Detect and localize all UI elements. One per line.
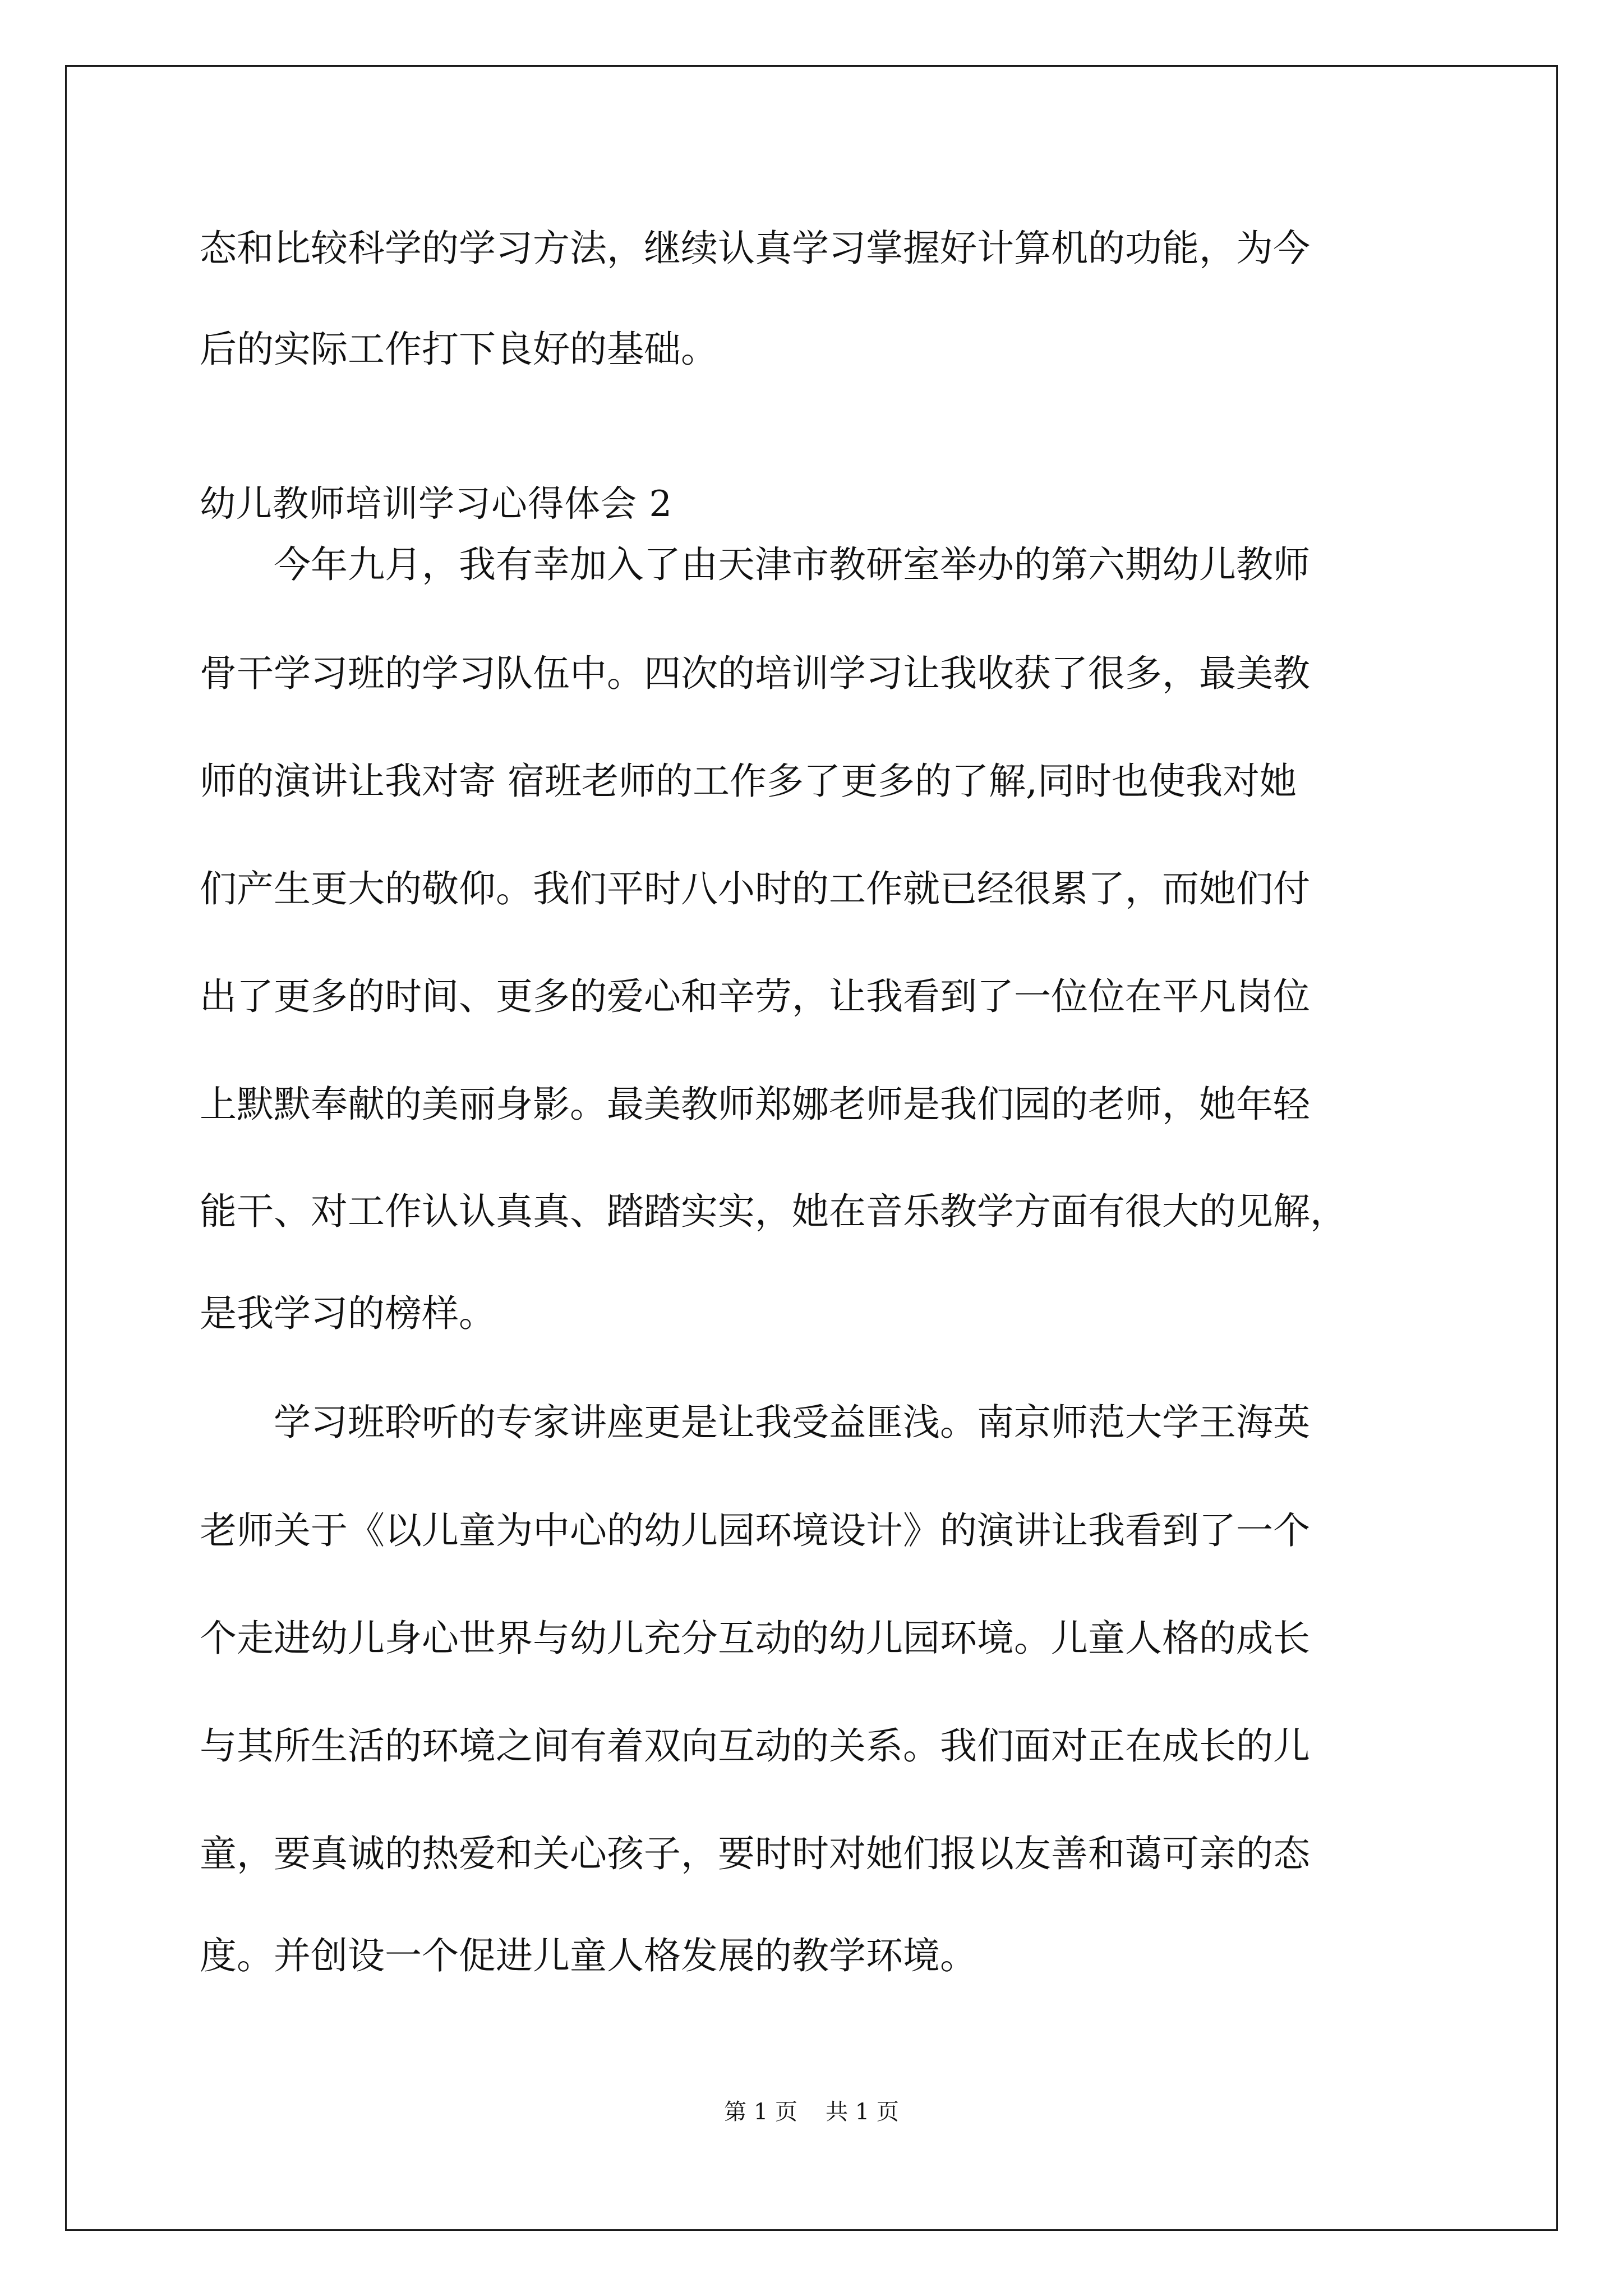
text-line: 师的演讲让我对寄 宿班老师的工作多了更多的了解,同时也使我对她 (200, 760, 1297, 803)
text-line: 上默默奉献的美丽身影。最美教师郑娜老师是我们园的老师，她年轻 (200, 1083, 1310, 1126)
page-number-current: 第 1 页 (724, 2099, 797, 2125)
text-line: 后的实际工作打下良好的基础。 (200, 328, 718, 371)
section-heading: 幼儿教师培训学习心得体会 2 (200, 484, 673, 525)
text-line: 老师关于《以儿童为中心的幼儿园环境设计》的演讲让我看到了一个 (200, 1509, 1310, 1552)
text-line: 骨干学习班的学习队伍中。四次的培训学习让我收获了很多，最美教 (200, 652, 1310, 695)
text-line: 态和比较科学的学习方法，继续认真学习掌握好计算机的功能，为今 (200, 227, 1310, 270)
page-footer (0, 2096, 1623, 2128)
text-line: 们产生更大的敬仰。我们平时八小时的工作就已经很累了，而她们付 (200, 867, 1310, 910)
text-line: 是我学习的榜样。 (200, 1292, 496, 1335)
text-line: 个走进幼儿身心世界与幼儿充分互动的幼儿园环境。儿童人格的成长 (200, 1617, 1310, 1660)
page-number-total: 共 1 页 (826, 2099, 899, 2125)
page-border (65, 65, 1558, 2231)
text-line: 学习班聆听的专家讲座更是让我受益匪浅。南京师范大学王海英 (274, 1401, 1310, 1444)
text-line: 能干、对工作认认真真、踏踏实实，她在音乐教学方面有很大的见解， (200, 1190, 1347, 1233)
text-line: 出了更多的时间、更多的爱心和辛劳，让我看到了一位位在平凡岗位 (200, 975, 1310, 1018)
text-line: 今年九月，我有幸加入了由天津市教研室举办的第六期幼儿教师 (274, 543, 1310, 586)
text-line: 童，要真诚的热爱和关心孩子，要时时对她们报以友善和蔼可亲的态 (200, 1832, 1310, 1875)
text-line: 与其所生活的环境之间有着双向互动的关系。我们面对正在成长的儿 (200, 1724, 1310, 1768)
text-line: 度。并创设一个促进儿童人格发展的教学环境。 (200, 1934, 977, 1977)
